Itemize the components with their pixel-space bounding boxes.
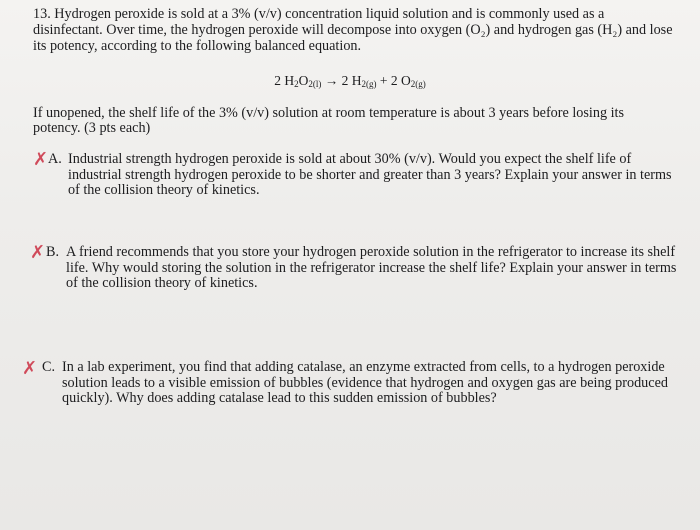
eq-product2-sub: 2(g) bbox=[410, 79, 426, 89]
eq-arrow: → bbox=[324, 73, 339, 88]
red-x-mark-a: ✗ bbox=[33, 149, 49, 170]
question-a bbox=[48, 152, 678, 199]
red-x-mark-b: ✗ bbox=[30, 242, 46, 263]
eq-product1: 2 H bbox=[341, 73, 362, 88]
eq-reactant-sub1: 2 bbox=[294, 79, 299, 89]
question-13-intro: 13. Hydrogen peroxide is sold at a 3% (v/v) concentration liquid solution and is commonly used as a disinfectant. Over time, the hydrogen peroxide will decompose into oxygen (O₂) and hydrogen gas (H₂) and lose its potency, according to the following balanced equation. bbox=[33, 6, 673, 54]
eq-reactant-sub2: 2(l) bbox=[308, 79, 322, 89]
eq-reactant-mid: O bbox=[298, 73, 309, 88]
question-b bbox=[46, 245, 678, 292]
shelf-life-statement: If unopened, the shelf life of the 3% (v/v) solution at room temperature is about 3 years before losing its potency. (3 pts each) bbox=[33, 105, 624, 136]
eq-plus: + 2 O bbox=[379, 73, 411, 88]
question-c bbox=[42, 360, 682, 407]
question-c-text: In a lab experiment, you find that adding catalase, an enzyme extracted from cells, to a hydrogen peroxide solution leads to a visible emission of bubbles (evidence that hydrogen and oxygen gas are being produced quickly). Why does adding catalase lead to this sudden emission of bubbles? bbox=[62, 359, 668, 406]
question-c-letter: C. bbox=[42, 359, 56, 375]
question-a-text: Industrial strength hydrogen peroxide is sold at about 30% (v/v). Would you expect the shelf life of industrial strength hydrogen peroxide to be shorter and greater than 3 years? Explain your answer in terms of the collision theory of kinetics. bbox=[68, 151, 672, 198]
red-x-mark-c: ✗ bbox=[22, 358, 38, 379]
question-a-letter: A. bbox=[48, 151, 62, 167]
question-b-letter: B. bbox=[46, 244, 60, 260]
balanced-equation bbox=[0, 73, 700, 89]
eq-product1-sub: 2(g) bbox=[361, 79, 377, 89]
eq-reactant-coef: 2 H bbox=[274, 73, 295, 88]
question-b-text: A friend recommends that you store your hydrogen peroxide solution in the refrigerator to increase its shelf life. Why would storing the solution in the refrigerator increase the shelf life? Explain your answer in terms of the collision theory of kinetics. bbox=[66, 244, 677, 291]
